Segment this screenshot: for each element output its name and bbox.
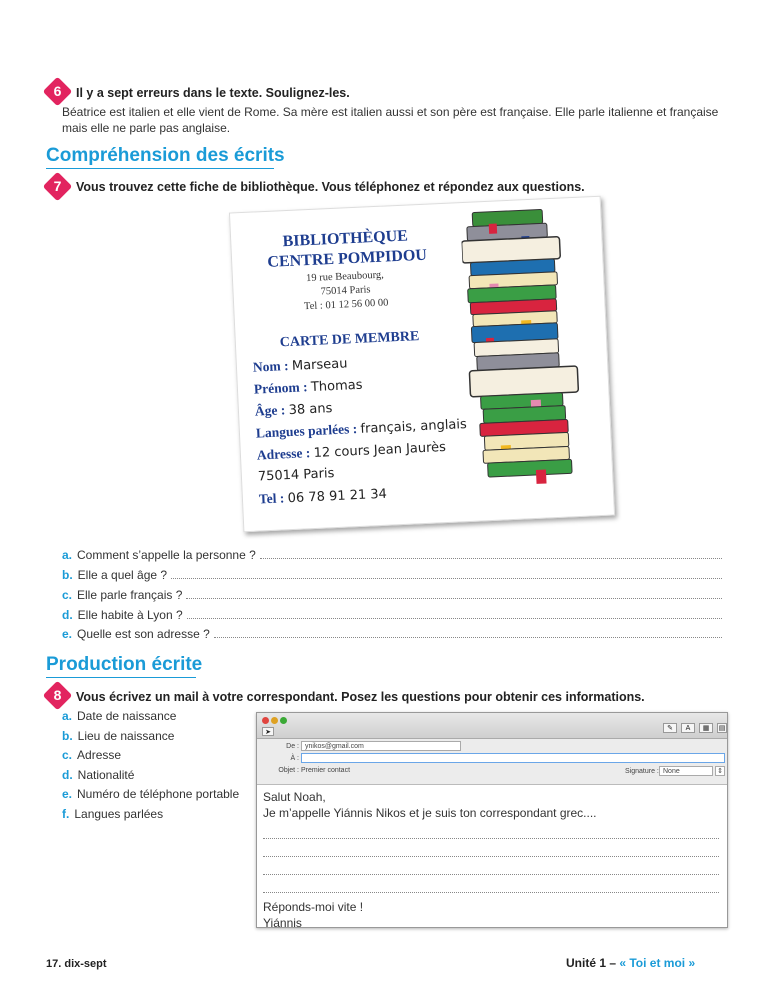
info-item-d-letter: d. [62,768,73,782]
question-c-text: Elle parle français ? [77,588,183,602]
library-phone: Tel : 01 12 56 00 00 [303,297,389,313]
info-item-c [62,748,121,762]
signature-select[interactable]: None [659,766,713,776]
section-comprehension-rule [46,168,274,169]
question-a-text: Comment s’appelle la personne ? [77,548,256,562]
question-e-text: Quelle est son adresse ? [77,627,210,641]
subject-label: Objet : [278,767,299,774]
show-stationery-icon[interactable]: ▤ [718,725,726,732]
close-window-icon[interactable] [262,717,269,724]
question-d-text: Elle habite à Lyon ? [77,608,183,622]
question-c [62,588,722,604]
section-comprehension-title: Compréhension des écrits [46,145,285,166]
mail-blank-line-3[interactable] [263,863,719,875]
info-item-d [62,768,134,782]
info-item-b-text: Lieu de naissance [77,729,175,743]
exercise-7-title: Vous trouvez cette fiche de bibliothèque. Vous téléphonez et répondez aux questions. [76,180,585,194]
nom-label: Nom : [252,358,289,375]
answer-line-a[interactable] [260,548,722,559]
info-item-f [62,807,163,821]
minimize-window-icon[interactable] [271,717,278,724]
subject-field[interactable]: Premier contact [301,767,351,774]
mail-intro: Je m’appelle Yiánnis Nikos et je suis ton correspondant grec.... [263,806,597,820]
library-address-line1: 19 rue Beaubourg, [305,269,385,285]
from-field[interactable]: ynikos@gmail.com [301,741,461,751]
send-icon[interactable]: ➤ [262,727,274,736]
attach-icon[interactable]: ✎ [663,723,677,733]
card-field-nom [253,355,348,375]
mail-body[interactable] [263,789,719,931]
unit-prefix: Unité 1 – [566,956,617,970]
unit-title [566,956,695,970]
unit-name: « Toi et moi » [619,956,696,970]
exercise-8-badge: 8 [43,681,73,711]
exercise-6-badge: 6 [43,77,73,107]
prenom-label: Prénom : [253,379,308,397]
answer-line-d[interactable] [187,608,722,619]
card-field-tel [259,486,388,508]
question-a-letter: a. [62,548,73,562]
mail-blank-line-2[interactable] [263,845,719,857]
info-item-e [62,787,239,801]
question-b-text: Elle a quel âge ? [77,568,168,582]
tel-value: 06 78 91 21 34 [287,486,388,507]
mail-toolbar [257,713,727,739]
info-item-b [62,729,174,743]
info-item-f-text: Langues parlées [74,807,164,821]
to-field[interactable] [301,753,725,763]
answer-line-c[interactable] [186,588,722,599]
book-stack-illustration [460,206,593,511]
answer-line-e[interactable] [214,627,722,638]
font-icon[interactable]: A [681,723,695,733]
from-label: De : [286,743,299,750]
exercise-6-text-line2: mais elle ne parle pas anglaise. [62,121,231,135]
info-item-e-text: Numéro de téléphone portable [77,787,240,801]
mail-header-fields [257,739,727,785]
library-name-line2: CENTRE POMPIDOU [267,246,428,271]
card-field-age [255,400,333,419]
exercise-6-text-line1: Béatrice est italien et elle vient de Rome. Sa mère est italien aussi et son père est française. Elle parle italienne et française [62,105,719,119]
langues-label: Langues parlées : [255,421,358,441]
prenom-value: Thomas [310,377,363,396]
question-e-letter: e. [62,627,73,641]
age-value: 38 ans [288,401,333,419]
library-name-line1: BIBLIOTHÈQUE [282,227,409,251]
library-card [229,196,615,533]
langues-value: français, anglais [360,417,468,437]
card-field-langues [256,416,467,442]
adresse-label: Adresse : [256,445,311,463]
age-label: Âge : [254,402,286,419]
mail-blank-line-4[interactable] [263,881,719,893]
signature-chevron-icon[interactable]: ⇕ [715,766,725,776]
signature-label: Signature : [625,768,659,775]
library-address-line2: 75014 Paris [320,284,371,298]
info-item-c-text: Adresse [77,748,122,762]
exercise-8-title: Vous écrivez un mail à votre correspondant. Posez les questions pour obtenir ces informations. [76,690,645,704]
info-item-a-letter: a. [62,709,73,723]
exercise-6-title: Il y a sept erreurs dans le texte. Soulignez-les. [76,86,350,100]
info-item-d-text: Nationalité [77,768,135,782]
card-title: CARTE DE MEMBRE [279,329,420,351]
exercise-7-badge: 7 [43,172,73,202]
tel-label: Tel : [258,490,285,507]
card-field-adresse [257,439,447,464]
answer-line-b[interactable] [171,568,722,579]
mail-signature: Yiánnis [263,916,302,930]
mail-blank-line-1[interactable] [263,827,719,839]
section-production-title: Production écrite [46,654,203,675]
question-c-letter: c. [62,588,73,602]
info-item-c-letter: c. [62,748,73,762]
info-item-b-letter: b. [62,729,73,743]
question-d-letter: d. [62,608,73,622]
card-field-prenom [254,377,363,398]
info-item-a [62,709,176,723]
zoom-window-icon[interactable] [280,717,287,724]
mail-window [256,712,728,928]
photo-browser-icon[interactable]: ▦ [699,723,713,733]
info-item-a-text: Date de naissance [77,709,177,723]
section-production-rule [46,677,196,678]
info-item-f-letter: f. [62,807,70,821]
page-number: 17. dix-sept [46,958,107,970]
mail-closing: Réponds-moi vite ! [263,900,364,914]
question-d [62,608,722,624]
question-b [62,568,722,584]
question-e [62,627,722,643]
question-b-letter: b. [62,568,73,582]
info-item-e-letter: e. [62,787,73,801]
to-label: À : [290,755,299,762]
mail-greeting: Salut Noah, [263,790,326,804]
adresse-value: 12 cours Jean Jaurès [313,440,447,461]
nom-value: Marseau [291,356,348,374]
adresse-value-line2: 75014 Paris [257,466,335,485]
question-a [62,548,722,564]
